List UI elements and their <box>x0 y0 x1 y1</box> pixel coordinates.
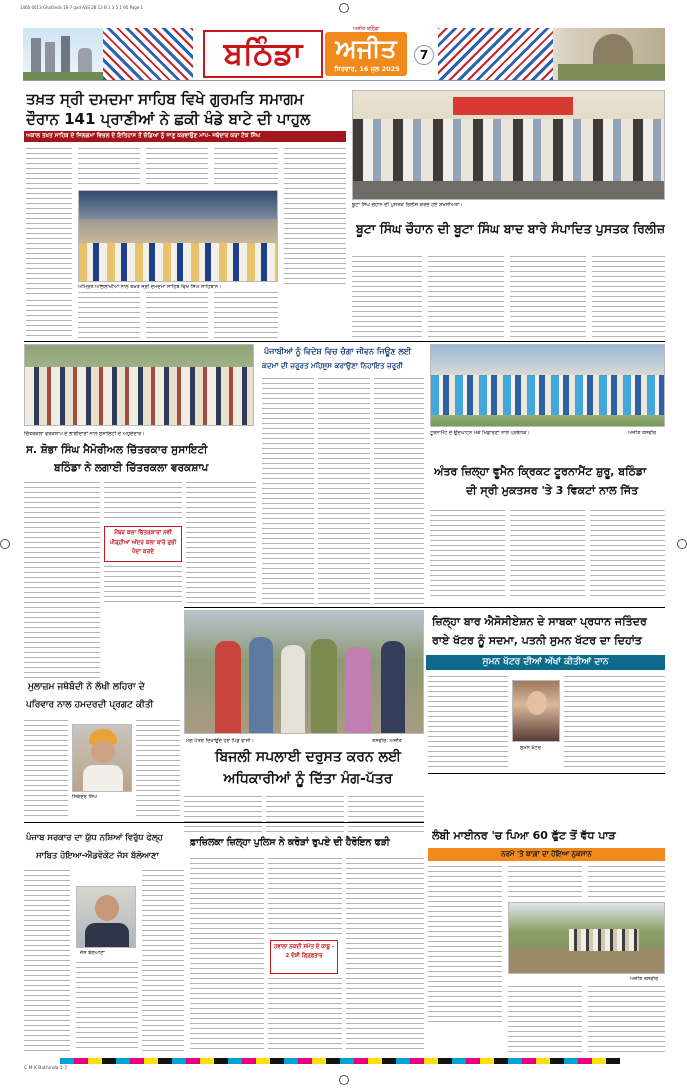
article-8-body-col-2 <box>266 796 344 836</box>
article-2-body-col-3 <box>510 256 586 338</box>
article-6-headline-line-2: ਰਾਏ ਖੱਟਰ ਨੂੰ ਸਦਮਾ, ਪਤਨੀ ਸੁਮਨ ਖੱਟਰ ਦਾ ਦਿਹਾਂਤ <box>432 634 642 647</box>
article-8-credit: ਤਸਵੀਰ: ਅਜੀਤ <box>372 738 402 744</box>
registration-mark-bottom <box>339 1075 349 1085</box>
article-7-headline-line-2: ਪਰਿਵਾਰ ਨਾਲ ਹਮਦਰਦੀ ਪ੍ਰਗਟ ਕੀਤੀ <box>26 700 154 710</box>
article-9-body-col-2 <box>508 866 582 898</box>
article-10-body-col-3 <box>142 870 184 1052</box>
article-6-headline: ਜ਼ਿਲ੍ਹਾ ਬਾਰ ਐਸੋਸੀਏਸ਼ਨ ਦੇ ਸਾਬਕਾ ਪ੍ਰਧਾਨ ਜਤਿੰਦਰ <box>432 615 647 628</box>
article-5-credit: ਅਜੀਤ ਤਸਵੀਰ <box>628 430 657 436</box>
article-1-body-col-3 <box>146 148 208 188</box>
article-6-photo-caption: ਸੁਮਨ ਖੱਟਰ <box>520 745 541 751</box>
masthead-edition-label: ਅਜੀਤ ਬਠਿੰਡਾ <box>353 26 380 32</box>
article-7-photo-caption: ਸਿਕੰਦਰ ਸਿੰਘ <box>72 794 98 800</box>
article-5-body-col-3 <box>590 510 665 600</box>
article-11-pullquote: ਹਵਾਲਾ ਨਕਦੀ ਸਮੇਤ ਦੋ ਕਾਬੂ - 2 ਦੋਸ਼ੀ ਗ੍ਰਿਫ਼ਤਾਰ <box>273 944 334 959</box>
masthead-right-image <box>438 28 665 80</box>
article-10-headline-line-2: ਸਾਬਿਤ ਹੋਇਆ-ਐਡਵੋਕੇਟ ਜੱਸ ਬੱਲੋਆਣਾ <box>36 850 159 860</box>
article-2-photo <box>352 90 665 200</box>
masthead-left-image <box>23 28 193 80</box>
article-11-body-col-4 <box>346 858 424 1052</box>
article-9-headline: ਲੰਬੀ ਮਾਈਨਰ 'ਚ ਪਿਆ 60 ਫੁੱਟ ਤੋਂ ਵੱਧ ਪਾੜ <box>432 829 616 842</box>
article-5-headline: ਅੰਤਰ ਜ਼ਿਲ੍ਹਾ ਵੂਮੈਨ ਕ੍ਰਿਕਟ ਟੂਰਨਾਮੈਂਟ ਸ਼ੁਰੂ, ਬਠਿੰਡਾ <box>434 465 647 478</box>
registration-mark-top <box>339 3 349 13</box>
article-10-portrait <box>76 886 136 948</box>
article-3-photo <box>24 344 254 426</box>
article-6-body-col-2 <box>564 676 665 771</box>
article-1-body-col-5 <box>284 148 346 288</box>
article-9-photo <box>508 902 665 974</box>
article-3-body-col-1 <box>24 482 100 682</box>
article-5-body-col-2 <box>510 510 585 600</box>
article-9-credit: ਅਜੀਤ ਤਸਵੀਰ <box>630 976 659 982</box>
divider <box>428 773 665 774</box>
article-6-portrait <box>512 680 560 742</box>
article-1-body-col-7 <box>78 292 140 338</box>
footer-color-bar <box>60 1058 620 1064</box>
page-number: 7 <box>414 45 434 65</box>
article-5-body-col-1 <box>430 510 505 600</box>
article-2-body-col-4 <box>592 256 665 338</box>
article-11-body-col-3 <box>268 978 342 1052</box>
article-8-caption: ਮੰਗ ਪੱਤਰ ਦਿਖਾਉਂਦੇ ਹੋਏ ਪਿੰਡ ਵਾਸੀ। <box>186 738 254 744</box>
masthead-city-name: ਬਠਿੰਡਾ <box>223 36 303 72</box>
article-4-body-col-3 <box>374 378 424 606</box>
print-footer: C M K Bathinda 1-7 <box>24 1066 68 1071</box>
article-1-body-col-4 <box>214 148 278 188</box>
article-8-body-col-3 <box>348 796 424 836</box>
article-1-body-col-1 <box>26 148 72 298</box>
article-9-body-col-1 <box>428 866 502 1024</box>
article-10-body-col-2 <box>76 962 138 1052</box>
article-2-body-col-1 <box>352 256 422 338</box>
article-7-portrait <box>72 724 132 792</box>
divider <box>24 822 424 823</box>
divider <box>24 341 665 342</box>
article-3-body-col-4 <box>104 566 182 606</box>
article-2-body-col-2 <box>428 256 504 338</box>
divider <box>184 607 665 608</box>
article-7-body-col-1 <box>24 720 68 818</box>
registration-mark-right <box>677 539 687 549</box>
article-11-body-col-2 <box>268 858 342 938</box>
article-11-body-col-1 <box>190 858 264 1052</box>
article-9-body-col-4 <box>508 986 582 1052</box>
article-2-headline: ਬੂਟਾ ਸਿੰਘ ਚੌਹਾਨ ਦੀ ਬੂਟਾ ਸਿੰਘ ਬਾਦ ਬਾਰੇ ਸੰਪਾਦਿਤ ਪੁਸਤਕ ਰਿਲੀਜ਼ <box>356 221 665 236</box>
article-9-body-col-3 <box>588 866 665 898</box>
article-8-headline-line-2: ਅਧਿਕਾਰੀਆਂ ਨੂੰ ਦਿੱਤਾ ਮੰਗ-ਪੱਤਰ <box>223 771 393 787</box>
article-1-subhead-text: ਅਕਾਲ ਤਖ਼ਤ ਸਾਹਿਬ ਦੇ ਜਿਲਗਮਾ ਵਿਚਲ ਦੇ ਇਤਿਹਾਸ ਤੋਂ ਚੰਡਿਆਂ ਨੂੰ ਜਾਣੂ ਕਰਵਾਉਣ ਮਾਂਪ- ਜਥੇਦਾਰ ਕਰਾ ਟੇਕ ਸਿੰਘ <box>26 133 261 139</box>
article-4-headline: ਪੰਜਾਬੀਆਂ ਨੂੰ ਵਿਦੇਸ਼ ਵਿਚ ਚੰਗਾ ਜੀਵਨ ਜਿਊਣ ਲਈ <box>264 347 412 356</box>
article-1-body-col-6 <box>26 300 72 338</box>
registration-mark-left <box>0 539 10 549</box>
article-7-body-col-2 <box>136 720 180 818</box>
article-6-subhead-text: ਸੁਮਨ ਖੱਟਰ ਦੀਆਂ ਅੱਖਾਂ ਕੀਤੀਆਂ ਦਾਨ <box>482 657 609 667</box>
article-6-body-col-1 <box>428 676 508 771</box>
article-5-photo <box>430 344 665 427</box>
masthead <box>23 28 665 81</box>
article-4-headline-line-2: ਕਦਮਾਂ ਦੀ ਜ਼ਰੂਰਤ ਮਹਿਸੂਸ ਕਰਾਉਣਾ ਨਿਹਾਇਤ ਜ਼ਰੂਰੀ <box>262 361 403 370</box>
article-1-caption: ਅੰਮ੍ਰਿਤ ਅਭਿਲਾਖੀਆਂ ਨਾਲ ਤਖ਼ਤ ਸ੍ਰੀ ਦਮਦਮਾ ਸਾਹਿਬ ਵਿਖੇ ਸਿੰਘ ਸਾਹਿਬਾਨ। <box>78 284 222 290</box>
article-8-body-col-1 <box>184 796 262 836</box>
article-1-photo <box>78 190 278 282</box>
masthead-date: ਸਿਰਵਾਰ, 16 ਜੁਲ 2025 <box>334 65 400 73</box>
article-5-headline-line-2: ਦੀ ਸ੍ਰੀ ਮੁਕਤਸਰ 'ਤੇ 3 ਵਿਕਟਾਂ ਨਾਲ ਜਿੱਤ <box>466 484 639 497</box>
article-9-body-col-5 <box>588 986 665 1052</box>
article-8-photo <box>184 610 424 734</box>
article-1-body-col-2 <box>78 148 140 188</box>
article-9-subhead: ਨਰਮੇ 'ਤੇ ਬਾਗ਼ਾਂ ਦਾ ਹੋਇਆ ਨੁਕਸਾਨ <box>501 850 592 858</box>
article-1-headline-line-2: ਦੌਰਾਨ 141 ਪ੍ਰਾਣੀਆਂ ਨੇ ਛਕੀ ਖੰਡੇ ਬਾਟੇ ਦੀ ਪਾਹੁਲ <box>26 110 311 128</box>
article-1-body-col-8 <box>146 292 208 338</box>
article-2-caption: ਬੂਟਾ ਸਿੰਘ ਚੌਹਾਨ ਦੀ ਪੁਸਤਕ ਰਿਲੀਜ਼ ਕਰਦੇ ਹੋਏ ਸ਼ਖ਼ਸੀਅਤਾਂ। <box>352 202 463 208</box>
print-meta: 1460 0013 Gha0inds 16-7 qxd ASS 28 13 B 1 3 5 1 95 Page 1 <box>20 5 144 10</box>
article-10-photo-caption: ਜੱਸ ਬੱਲੋਆਣਾ <box>80 950 105 956</box>
article-3-pullquote: ਮੈਂਬਰ ਕਲਾ ਚਿੱਤਰਕਾਰਾਂ ਨਵੀਂ ਪੀੜ੍ਹੀਆਂ ਅੰਦਰ ਕਲਾ ਬਾਰੇ ਰੁਚੀ ਪੈਦਾ ਕਰਦੇ <box>109 530 177 555</box>
article-1-body-col-9 <box>214 292 278 338</box>
article-4-body-col-1 <box>262 378 314 606</box>
article-3-body-col-2 <box>104 482 182 522</box>
article-8-headline: ਬਿਜਲੀ ਸਪਲਾਈ ਦਰੁਸਤ ਕਰਨ ਲਈ <box>214 749 402 765</box>
article-11-headline: ਫ਼ਾਜ਼ਿਲਕਾ ਜ਼ਿਲ੍ਹਾ ਪੁਲਿਸ ਨੇ ਕਰੋੜਾਂ ਰੁਪਏ ਦੀ ਹੈਰੋਇਨ ਫੜੀ <box>190 837 390 848</box>
article-1-headline: ਤਖ਼ਤ ਸ੍ਰੀ ਦਮਦਮਾ ਸਾਹਿਬ ਵਿਖੇ ਗੁਰਮਤਿ ਸਮਾਗਮ <box>26 90 304 108</box>
masthead-brand: ਅਜੀਤ <box>335 34 397 63</box>
article-3-headline: ਸ. ਸ਼ੋਭਾ ਸਿੰਘ ਮੈਮੋਰੀਅਲ ਚਿੱਤਰਕਾਰ ਸੁਸਾਇਟੀ <box>26 444 208 456</box>
article-10-headline: ਪੰਜਾਬ ਸਰਕਾਰ ਦਾ ਯੁੱਧ ਨਸ਼ਿਆਂ ਵਿਰੁੱਧ ਫੇਲ੍ਹ <box>26 832 163 842</box>
article-3-headline-line-2: ਬਠਿੰਡਾ ਨੇ ਲਗਾਈ ਚਿੱਤਰਕਲਾ ਵਰਕਸ਼ਾਪ <box>54 462 209 474</box>
article-3-caption: ਚਿੱਤਰਕਲਾ ਵਰਕਸ਼ਾਪ ਦੇ ਭਾਗੀਦਾਰਾਂ ਨਾਲ ਸੁਸਾਇਟੀ ਦੇ ਅਹੁਦੇਦਾਰ। <box>24 431 145 437</box>
article-4-body-col-2 <box>318 378 370 606</box>
article-5-caption: ਟੂਰਨਾਮੈਂਟ ਦੇ ਉਦਘਾਟਨ ਮੌਕੇ ਖਿਡਾਰਣਾਂ ਨਾਲ ਪ੍ਰਬੰਧਕ। <box>430 430 530 436</box>
article-10-body-col-1 <box>24 870 70 1052</box>
article-7-headline: ਮੁਲਾਜ਼ਮ ਜਥੇਬੰਦੀ ਨੇ ਲੱਖੀ ਲਹਿਰਾ ਦੇ <box>28 682 145 692</box>
